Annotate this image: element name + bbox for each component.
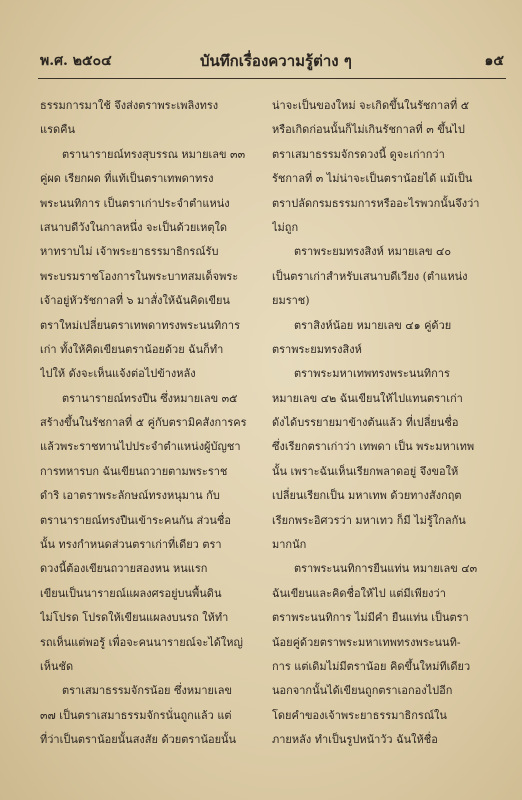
text-line: การทหารบก ฉันเขียนถวายตามพระราช — [40, 464, 228, 478]
text-line: ตราพระยมทรงสิงห์ หมายเลข ๔๐ — [294, 245, 452, 259]
text-line: แรดคืน — [40, 123, 76, 137]
text-line: เจ้าอยู่หัวรัชกาลที่ ๖ มาสั่งให้ฉันคิดเขียน — [40, 294, 230, 308]
text-line: ตราปลัดกรมธรรมการหรืออะไรพวกนั้นจึงว่า — [272, 196, 480, 210]
text-line: น่าจะเป็นของใหม่ จะเกิดขึ้นในรัชกาลที่ ๕ — [272, 99, 470, 112]
text-line: ตราสิงห์น้อย หมายเลข ๔๑ คู่ด้วย — [294, 318, 452, 332]
text-line: ไม่โปรด โปรดให้เขียนแผลงบนรถ ให้ทำ — [40, 611, 229, 625]
text-line: ตราพระนนทิการ ไม่มีคำ ยืนแท่น เป็นตรา — [272, 611, 469, 625]
text-line: ฉันเขียนและคิดชื่อให้ไป แต่มีเพียงว่า — [272, 586, 446, 600]
text-line: น้อยคู่ด้วยตราพระมหาเทพทรงพระนนทิ- — [272, 635, 461, 649]
header-rule — [38, 78, 506, 79]
text-line: แล้วพระราชทานไปประจำตำแหน่งผู้บัญชา — [40, 440, 241, 454]
text-line: ซึ่งเรียกตราเก่าว่า เทพดา เป็น พระมหาเทพ — [272, 440, 475, 454]
right-column — [272, 94, 492, 753]
text-line: นอกจากนั้นได้เขียนถูกตราเอกองไปอีก — [272, 684, 453, 698]
text-line: หรือเกิดก่อนนั้นก็ไม่เกินรัชกาลที่ ๓ ขึ้นไป — [272, 123, 465, 137]
text-line: ตรานารายณ์ทรงสุบรรณ หมายเลข ๓๓ — [62, 147, 246, 161]
text-line: นั้น เพราะฉันเห็นเรียกพลาดอยู่ จึงขอให้ — [272, 464, 459, 478]
text-line: ธรรมการมาใช้ จึงส่งตราพระเพลิงทรง — [40, 99, 219, 112]
text-line: เปลี่ยนเรียกเป็น มหาเทพ ด้วยทางสังกฤต — [272, 489, 462, 503]
text-line: มากนัก — [272, 538, 307, 552]
text-line: ๓๗ เป็นตราเสมาธรรมจักรนั่นถูกแล้ว แต่ — [40, 708, 232, 722]
text-line: ตรานารายณ์ทรงปืน ซึ่งหมายเลข ๓๕ — [62, 391, 238, 405]
text-line: ตราพระยมทรงสิงห์ — [272, 342, 362, 356]
header-year: พ.ศ. ๒๕๐๔ — [40, 53, 112, 69]
text-line: ไม่ถูก — [272, 220, 299, 234]
text-line: ตราเสมาธรรมจักรดวงนี้ ดูจะเก่ากว่า — [272, 147, 445, 161]
text-line: เสนาบดีวังในกาลหนึ่ง จะเป็นด้วยเหตุใด — [40, 220, 227, 234]
text-line: ไปให้ ดังจะเห็นแจ้งต่อไปข้างหลัง — [40, 367, 196, 381]
text-line: เห็นชัด — [40, 659, 74, 673]
text-line: ดังได้บรรยายมาข้างต้นแล้ว ที่เปลี่ยนชื่อ — [272, 416, 459, 430]
text-line: ตราพระมหาเทพทรงพระนนทิการ — [294, 367, 450, 381]
header-title: บันทึกเรื่องความรู้ต่าง ๆ — [200, 52, 352, 70]
left-column — [40, 94, 260, 753]
text-line: ที่ว่าเป็นตราน้อยนั้นสงสัย ด้วยตราน้อยนั้น — [40, 733, 237, 747]
text-line: ดวงนี้ต้องเขียนถวายสองหน หนแรก — [40, 562, 208, 576]
text-line: รถเห็นแต่พอรู้ เพื่อจะคนนารายณ์จะได้ใหญ่ — [40, 635, 243, 649]
text-line: เขียนเป็นนารายณ์แผลงศรอยู่บนพื้นดิน — [40, 586, 222, 600]
text-line: ภายหลัง ทำเป็นรูปหน้าวัว ฉันให้ชื่อ — [272, 733, 438, 747]
text-line: โดยคำของเจ้าพระยาธรรมาธิกรณ์ใน — [272, 708, 447, 722]
text-line: ตรานารายณ์ทรงปืนเข้าระคนกัน ส่วนชื่อ — [40, 513, 232, 527]
text-line: พระบรมราชโองการในพระบาทสมเด็จพระ — [40, 269, 239, 283]
text-line: หาทราบไม่ เจ้าพระยาธรรมาธิกรณ์รับ — [40, 245, 219, 259]
text-line: พระนนทิการ เป็นตราเก่าประจำตำแหน่ง — [40, 196, 230, 210]
text-line: ตราเสมาธรรมจักรน้อย ซึ่งหมายเลข — [62, 684, 232, 698]
text-line: ตราใหม่เปลี่ยนตราเทพดาทรงพระนนทิการ — [40, 318, 240, 332]
text-line: สร้างขึ้นในรัชกาลที่ ๕ คู่กับตรามิคสังการคร — [40, 416, 247, 430]
running-header — [40, 48, 504, 74]
text-line: คู่ผด เรียกผด ที่แท้เป็นตราเทพดาทรง — [40, 172, 214, 186]
text-line: เก่า ทั้งให้คิดเขียนตราน้อยด้วย ฉันก็ทำ — [40, 342, 224, 356]
text-line: ยมราช) — [272, 294, 310, 308]
text-line: หมายเลข ๔๒ ฉันเขียนให้ไปแทนตราเก่า — [272, 391, 463, 405]
page-number: ๑๕ — [484, 53, 504, 69]
text-line: การ แต่เดิมไม่มีตราน้อย คิดขึ้นใหม่ทีเดียว — [272, 659, 471, 673]
text-line: รัชกาลที่ ๓ ไม่น่าจะเป็นตราน้อยได้ แม้เป็น — [272, 172, 473, 186]
text-line: ดำริ เอาตราพระลักษณ์ทรงหนุมาน กับ — [40, 489, 220, 503]
text-line: เรียกพระอิศวรว่า มหาเทว ก็มี ไม่รู้ใกลกัน — [272, 513, 466, 527]
text-line: เป็นตราเก่าสำหรับเสนาบดีเวียง (ตำแหน่ง — [272, 269, 468, 283]
text-line: นั้น ทรงกำหนดส่วนตราเก่าที่เดียว ตรา — [40, 538, 222, 552]
text-line: ตราพระนนทิการยืนแท่น หมายเลข ๔๓ — [294, 562, 478, 576]
